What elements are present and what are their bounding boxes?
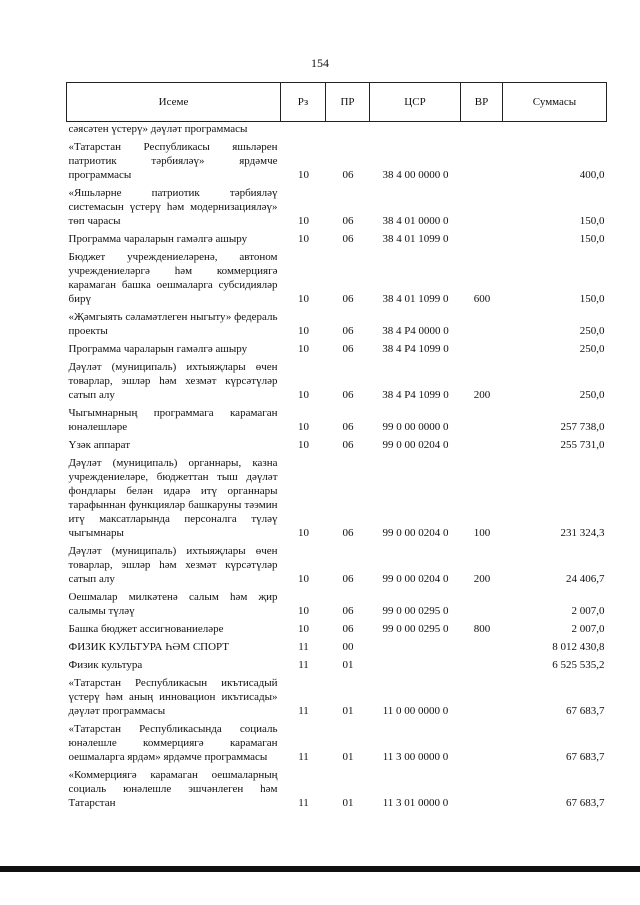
row-rz: 10 — [298, 233, 309, 245]
row-vr: 800 — [473, 623, 491, 635]
row-rz: 10 — [298, 215, 309, 227]
row-vr — [461, 228, 503, 246]
row-csr: 99 0 00 0204 0 — [382, 439, 449, 451]
row-vr — [461, 764, 503, 810]
row-vr — [461, 654, 503, 672]
row-sum: 257 738,0 — [560, 421, 605, 433]
row-sum: 2 007,0 — [571, 605, 605, 617]
row-pr: 01 — [342, 705, 354, 717]
row-pr: 00 — [342, 641, 354, 653]
table-header-row — [67, 83, 607, 122]
row-csr: 11 3 01 0000 0 — [382, 797, 449, 809]
row-vr — [461, 122, 503, 137]
row-csr: 38 4 Р4 1099 0 — [382, 343, 449, 355]
row-pr: 06 — [342, 293, 354, 305]
row-sum: 67 683,7 — [566, 705, 605, 717]
row-pr: 06 — [342, 169, 354, 181]
header-vr: ВР — [461, 83, 503, 122]
row-csr: 38 4 01 1099 0 — [382, 293, 449, 305]
row-rz: 10 — [298, 421, 309, 433]
row-sum: 250,0 — [579, 389, 605, 401]
row-sum: 24 406,7 — [566, 573, 605, 585]
table-row — [67, 136, 607, 182]
row-pr: 06 — [342, 439, 354, 451]
header-name: Исеме — [67, 83, 281, 122]
row-csr: 99 0 00 0204 0 — [382, 527, 449, 539]
row-csr: 99 0 00 0295 0 — [382, 605, 449, 617]
table-row — [67, 452, 607, 540]
row-vr: 100 — [473, 527, 491, 539]
row-sum: 2 007,0 — [571, 623, 605, 635]
row-name: Дәүләт (муниципаль) органнары, казна учреждениеләре, бюджеттан тыш дәүләт фондлары белән идарә итү органнары тарафыннан функцияләр башкаруны тәэмин итү максатларында персоналга түләү чыгымнары — [68, 457, 278, 539]
row-pr: 06 — [342, 233, 354, 245]
row-name: Физик культура — [68, 659, 143, 671]
row-rz: 10 — [298, 325, 309, 337]
row-vr — [461, 136, 503, 182]
row-vr: 600 — [473, 293, 491, 305]
row-pr: 06 — [342, 389, 354, 401]
row-rz: 10 — [298, 605, 309, 617]
row-rz: 10 — [298, 293, 309, 305]
row-vr — [461, 182, 503, 228]
row-csr — [370, 122, 461, 137]
row-vr: 200 — [473, 389, 491, 401]
row-name: Чыгымнарның программага карамаган юнәлешләре — [68, 407, 278, 433]
row-csr: 99 0 00 0295 0 — [382, 623, 449, 635]
table-row — [67, 654, 607, 672]
row-name: «Яшьләрне патриотик тәрбияләү системасын үстерү һәм модернизацияләү» төп чарасы — [68, 187, 278, 227]
row-sum: 67 683,7 — [566, 797, 605, 809]
row-pr: 06 — [342, 573, 354, 585]
table-row — [67, 122, 607, 137]
row-pr: 01 — [342, 659, 354, 671]
row-rz: 10 — [298, 169, 309, 181]
table-row — [67, 618, 607, 636]
row-vr — [461, 338, 503, 356]
row-csr: 11 0 00 0000 0 — [382, 705, 449, 717]
row-name: Бюджет учреждениеләренә, автоном учреждениеләргә һәм коммерциягә карамаган башка оешмаларга субсидияләр бирү — [68, 251, 278, 305]
row-name: «Җәмгыять сәламәтлеген ныгыту» федераль проекты — [68, 311, 278, 337]
row-csr: 38 4 00 0000 0 — [382, 169, 449, 181]
table-row — [67, 246, 607, 306]
row-name: Дәүләт (муниципаль) ихтыяҗлары өчен товарлар, эшләр һәм хезмәт күрсәтүләр сатып алу — [68, 361, 278, 401]
row-sum: 231 324,3 — [560, 527, 605, 539]
row-rz: 10 — [298, 573, 309, 585]
row-pr: 06 — [342, 605, 354, 617]
row-rz — [281, 122, 326, 137]
row-pr: 06 — [342, 215, 354, 227]
row-rz: 11 — [298, 751, 309, 763]
row-pr: 06 — [342, 421, 354, 433]
table-row — [67, 228, 607, 246]
row-sum: 255 731,0 — [560, 439, 605, 451]
row-pr: 06 — [342, 343, 354, 355]
header-rz: Рз — [281, 83, 326, 122]
row-csr — [370, 654, 461, 672]
row-vr — [461, 636, 503, 654]
table-row — [67, 636, 607, 654]
row-sum: 150,0 — [579, 215, 605, 227]
row-name: «Татарстан Республикасын икътисадый үстерү һәм аның инновацион икътисады» дәүләт программасы — [68, 677, 278, 717]
budget-table — [66, 82, 607, 810]
row-rz: 11 — [298, 641, 309, 653]
row-sum: 150,0 — [579, 293, 605, 305]
table-row — [67, 718, 607, 764]
row-rz: 11 — [298, 659, 309, 671]
row-pr: 01 — [342, 797, 354, 809]
row-rz: 11 — [298, 705, 309, 717]
row-csr: 38 4 Р4 0000 0 — [382, 325, 449, 337]
table-row — [67, 434, 607, 452]
row-vr — [461, 672, 503, 718]
row-rz: 11 — [298, 797, 309, 809]
row-csr: 38 4 01 1099 0 — [382, 233, 449, 245]
row-rz: 10 — [298, 527, 309, 539]
row-csr: 38 4 Р4 1099 0 — [382, 389, 449, 401]
header-pr: ПР — [326, 83, 370, 122]
row-pr: 06 — [342, 325, 354, 337]
table-row — [67, 356, 607, 402]
row-name: Башка бюджет ассигнованиеләре — [68, 623, 224, 635]
row-pr — [326, 122, 370, 137]
table-row — [67, 586, 607, 618]
table-row — [67, 540, 607, 586]
table-row — [67, 764, 607, 810]
row-name: ФИЗИК КУЛЬТУРА ҺӘМ СПОРТ — [68, 641, 230, 653]
row-csr — [370, 636, 461, 654]
row-sum: 150,0 — [579, 233, 605, 245]
row-csr: 38 4 01 0000 0 — [382, 215, 449, 227]
row-name: «Коммерциягә карамаган оешмаларның социаль юнәлешле эшчәнлеген һәм Татарстан — [68, 769, 278, 809]
row-name: Программа чараларын гамәлгә ашыру — [68, 343, 248, 355]
row-vr: 200 — [473, 573, 491, 585]
row-vr — [461, 586, 503, 618]
row-vr — [461, 434, 503, 452]
row-sum — [503, 122, 607, 137]
row-sum: 6 525 535,2 — [552, 659, 605, 671]
row-name: Программа чараларын гамәлгә ашыру — [68, 233, 248, 245]
row-rz: 10 — [298, 343, 309, 355]
row-rz: 10 — [298, 623, 309, 635]
row-rz: 10 — [298, 389, 309, 401]
row-name: «Татарстан Республикасында социаль юнәлешле коммерциягә карамаган оешмаларга ярдәм» ярдәмче программасы — [68, 723, 278, 763]
table-row — [67, 306, 607, 338]
row-pr: 06 — [342, 527, 354, 539]
row-vr — [461, 306, 503, 338]
row-vr — [461, 402, 503, 434]
row-sum: 8 012 430,8 — [552, 641, 605, 653]
row-name: Дәүләт (муниципаль) ихтыяҗлары өчен товарлар, эшләр һәм хезмәт күрсәтүләр сатып алу — [68, 545, 278, 585]
table-row — [67, 402, 607, 434]
row-pr: 01 — [342, 751, 354, 763]
row-name: «Татарстан Республикасы яшьләрен патриотик тәрбияләү» ярдәмче программасы — [68, 141, 278, 181]
row-csr: 99 0 00 0000 0 — [382, 421, 449, 433]
row-csr: 99 0 00 0204 0 — [382, 573, 449, 585]
table-row — [67, 182, 607, 228]
row-name: Оешмалар милкәтенә салым һәм җир салымы түләү — [68, 591, 278, 617]
header-csr: ЦСР — [370, 83, 461, 122]
row-sum: 250,0 — [579, 325, 605, 337]
row-csr: 11 3 00 0000 0 — [382, 751, 449, 763]
row-name: сәясәтен үстерү» дәүләт программасы — [68, 123, 248, 135]
row-pr: 06 — [342, 623, 354, 635]
row-sum: 400,0 — [579, 169, 605, 181]
row-name: Үзәк аппарат — [68, 439, 131, 451]
table-row — [67, 338, 607, 356]
row-vr — [461, 718, 503, 764]
table-row — [67, 672, 607, 718]
row-sum: 67 683,7 — [566, 751, 605, 763]
page-number: 154 — [311, 56, 329, 70]
row-rz: 10 — [298, 439, 309, 451]
bottom-rule — [0, 866, 640, 872]
header-sum: Суммасы — [503, 83, 607, 122]
row-sum: 250,0 — [579, 343, 605, 355]
